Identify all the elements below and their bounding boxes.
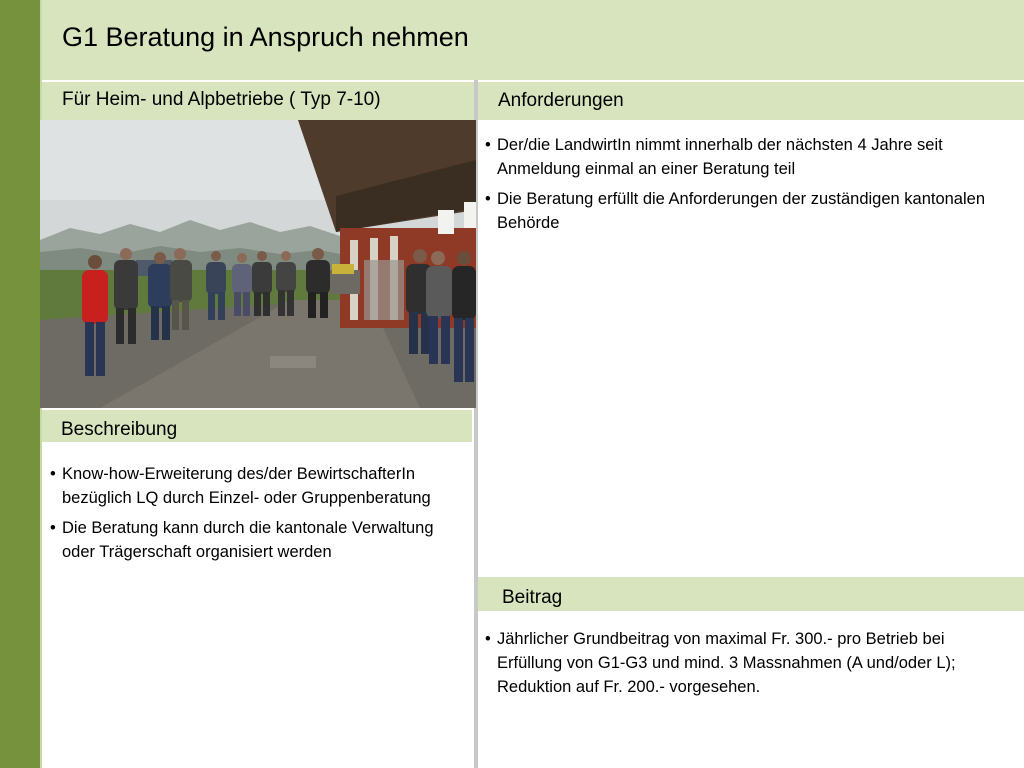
contribution-header: Beitrag [502,587,563,608]
contribution-header-bar [478,577,1024,611]
target-group-header: Für Heim- und Alpbetriebe ( Typ 7-10) [62,89,381,110]
requirements-header-bar [478,82,1024,120]
description-bullet: • Know-how-Erweiterung des/der BewirtschafterIn bezüglich LQ durch Einzel- oder Gruppenberatung [50,462,450,510]
requirement-bullet: • Der/die LandwirtIn nimmt innerhalb der nächsten 4 Jahre seit Anmeldung einmal an einer Beratung teil [485,133,995,181]
description-bullet: • Die Beratung kann durch die kantonale Verwaltung oder Trägerschaft organisiert werden [50,516,450,564]
target-group-header-bar [42,82,474,120]
requirements-list [485,133,995,241]
description-list [50,462,450,570]
left-accent-stripe [0,0,40,768]
requirement-bullet: • Die Beratung erfüllt die Anforderungen der zuständigen kantonalen Behörde [485,187,995,235]
contribution-list [485,627,975,705]
description-header-bar [42,410,472,442]
group-of-farmers-photo [40,120,476,408]
contribution-bullet: • Jährlicher Grundbeitrag von maximal Fr. 300.- pro Betrieb bei Erfüllung von G1-G3 und mind. 3 Massnahmen (A und/oder L); Reduktion auf Fr. 200.- vorgesehen. [485,627,975,699]
slide-title: G1 Beratung in Anspruch nehmen [62,22,469,52]
requirements-header: Anforderungen [498,90,624,111]
description-header: Beschreibung [61,419,178,440]
